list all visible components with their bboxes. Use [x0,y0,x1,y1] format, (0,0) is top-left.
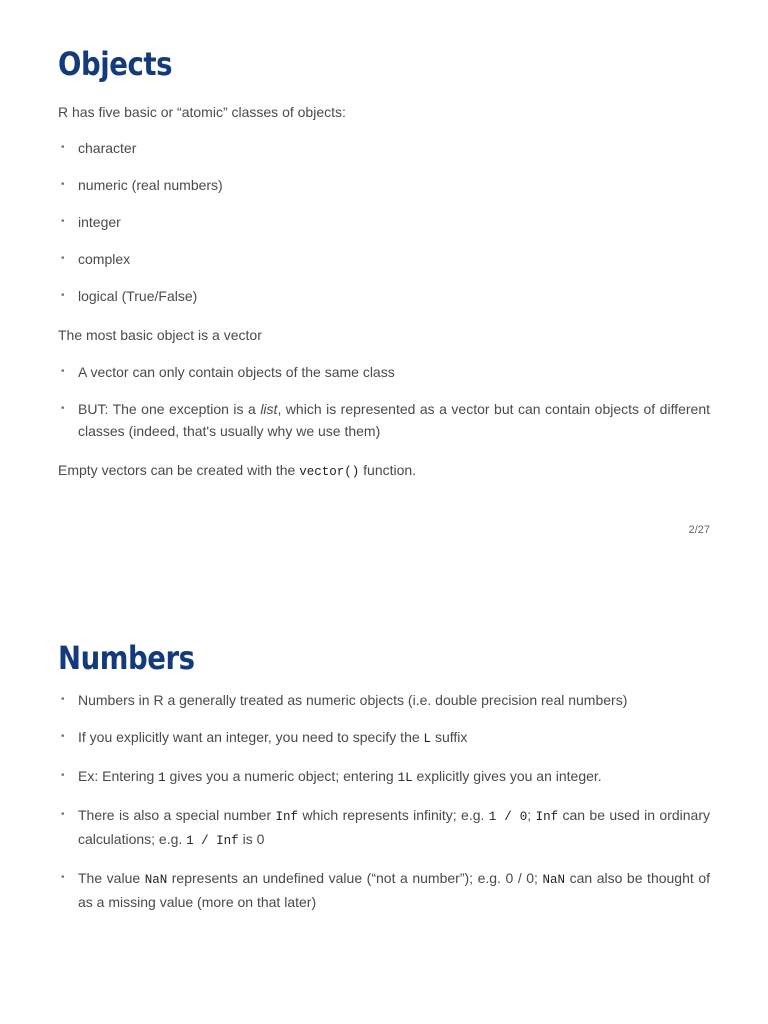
list-item: • There is also a special number Inf which represents infinity; e.g. 1 / 0; Inf can be used in ordinary calculations; e.g. 1 / Inf is 0 [58,804,710,852]
bullet-icon: • [61,809,65,820]
list-item: • A vector can only contain objects of the same class [58,361,710,383]
list-item: • integer [58,211,710,233]
inline-code: 1 / 0 [488,810,528,824]
bullet-icon: • [61,216,65,227]
inline-code: 1 [158,771,166,785]
inline-code: Inf [535,810,559,824]
list-item: • Ex: Entering 1 gives you a numeric object; entering 1L explicitly gives you an integer. [58,765,710,789]
bullet-icon: • [61,253,65,264]
bullet-icon: • [61,142,65,153]
vector-intro-text: The most basic object is a vector [58,327,262,343]
inline-code: vector() [299,465,360,479]
inline-code: 1 / Inf [186,834,239,848]
inline-code: Inf [275,810,299,824]
page-number: 2/27 [688,524,710,536]
slide-title: Numbers [58,639,195,677]
bullet-icon: • [61,694,65,705]
slide-numbers [58,638,710,913]
list-item: • BUT: The one exception is a list, which is represented as a vector but can contain objects of different classes (indeed, that's usually why we use them) [58,398,710,442]
intro-text: R has five basic or “atomic” classes of objects: [58,104,346,120]
list-item: • complex [58,248,710,270]
bullet-icon: • [61,179,65,190]
inline-code: NaN [542,873,566,887]
list-item: • numeric (real numbers) [58,174,710,196]
list-item: • The value NaN represents an undefined value (“not a number”); e.g. 0 / 0; NaN can also be thought of as a missing value (more on that later) [58,867,710,913]
slide-objects [58,44,710,483]
list-item: • character [58,137,710,159]
slide-title: Objects [58,45,173,83]
bullet-icon: • [61,872,65,883]
list-item: • If you explicitly want an integer, you need to specify the L suffix [58,726,710,750]
inline-code: 1L [397,771,413,785]
bullet-icon: • [61,290,65,301]
empty-vector-text: Empty vectors can be created with the vector() function. [58,462,417,479]
list-item: • Numbers in R a generally treated as numeric objects (i.e. double precision real numbers) [58,689,710,711]
list-item: • logical (True/False) [58,285,710,307]
inline-code: L [423,732,432,746]
numbers-list [58,689,710,913]
bullet-icon: • [61,403,65,414]
vector-list [58,361,710,442]
bullet-icon: • [61,770,65,781]
atomic-classes-list [58,137,710,307]
bullet-icon: • [61,366,65,377]
inline-code: NaN [144,873,168,887]
bullet-icon: • [61,731,65,742]
